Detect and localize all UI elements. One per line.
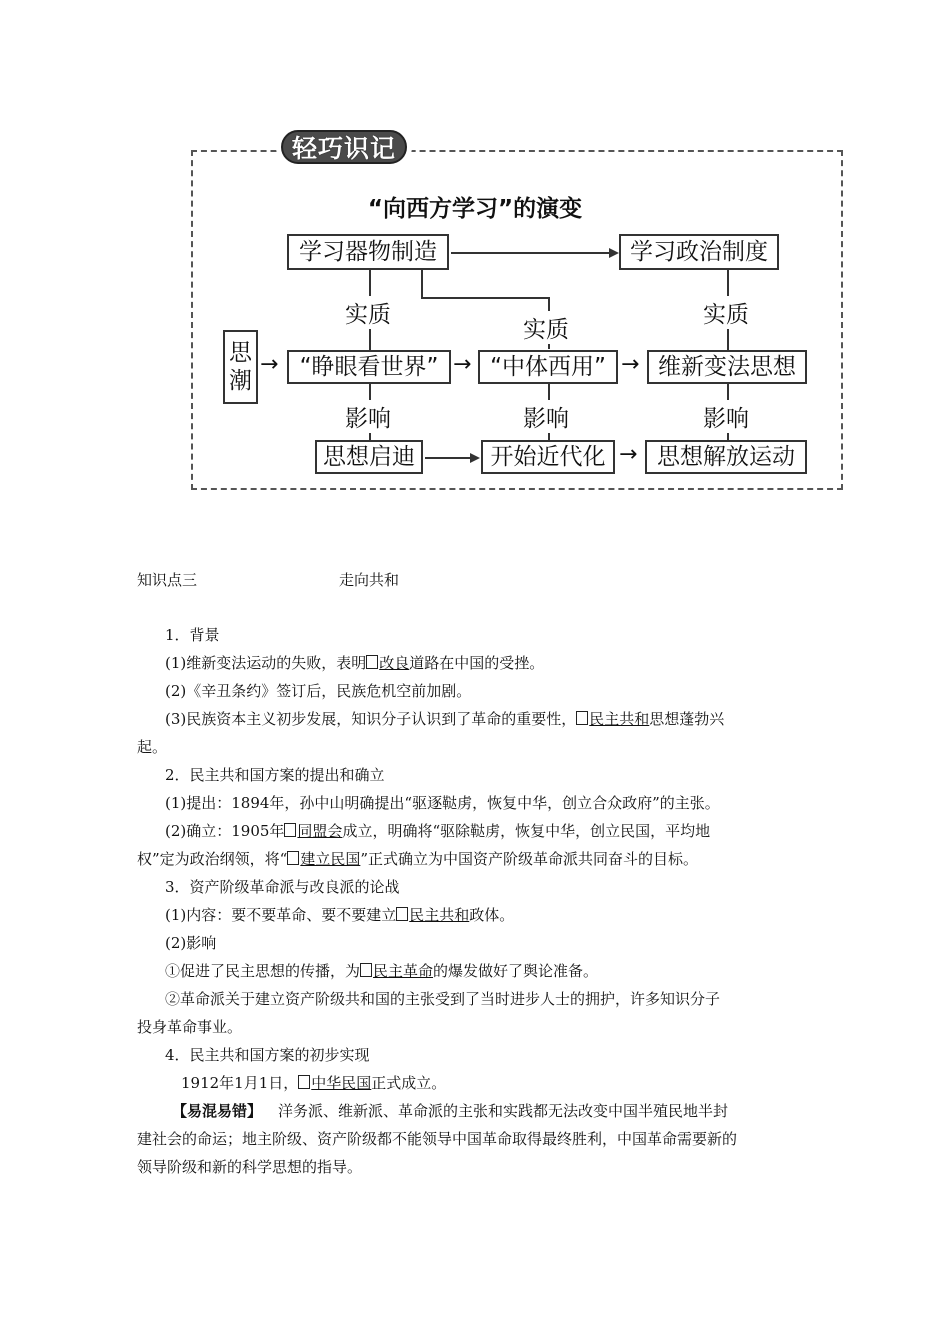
box-open-eyes: “睁眼看世界”	[287, 350, 451, 384]
p4-title: 4．民主共和国方案的初步实现	[165, 1046, 370, 1064]
p3-line-1: (1)内容：要不要革命、要不要建立 民主共和政体。	[165, 906, 515, 924]
arrow-icon: →	[453, 352, 472, 377]
arrowhead-icon	[470, 453, 480, 463]
warning-label: 【易混易错】	[172, 1102, 263, 1120]
warning-line-3: 领导阶级和新的科学思想的指导。	[137, 1158, 363, 1176]
connector-line	[451, 252, 611, 254]
arrow-icon: →	[260, 352, 279, 377]
blank-box-icon	[366, 655, 378, 669]
answer-fill: 中华民国	[311, 1074, 372, 1092]
label-essence-2: 实质	[523, 311, 569, 344]
blank-box-icon	[396, 907, 408, 921]
label-influence-1: 影响	[345, 400, 391, 433]
section-heading	[137, 571, 817, 589]
box-learn-artifacts: 学习器物制造	[287, 234, 449, 270]
memo-badge	[276, 126, 412, 168]
box-liberation: 思想解放运动	[645, 440, 807, 474]
blank-box-icon	[287, 851, 299, 865]
p3-line-4: ②革命派关于建立资产阶级共和国的主张受到了当时进步人士的拥护，许多知识分子	[165, 990, 721, 1008]
answer-fill: 建立民国	[300, 850, 361, 868]
memo-badge-label: 轻巧识记	[281, 130, 407, 164]
p2-line-2: (2)确立：1905年 同盟会成立，明确将“驱除鞑虏，恢复中华，创立民国，平均地	[165, 822, 711, 840]
label-essence-3: 实质	[703, 296, 749, 329]
p2-title: 2．民主共和国方案的提出和确立	[165, 766, 385, 784]
p3-line-2: (2)影响	[165, 934, 217, 952]
blank-box-icon	[298, 1075, 310, 1089]
label-influence-3: 影响	[703, 400, 749, 433]
p2-line-2-cont: 权”定为政治纲领，将“ 建立民国”正式确立为中国资产阶级革命派共同奋斗的目标。	[137, 850, 699, 868]
diagram-title: “向西方学习”的演变	[367, 196, 583, 222]
label-essence-1: 实质	[345, 296, 391, 329]
p1-line-1: (1)维新变法运动的失败，表明 改良道路在中国的受挫。	[165, 654, 545, 672]
arrow-icon: →	[621, 352, 640, 377]
warning-line-1: 【易混易错】 洋务派、维新派、革命派的主张和实践都无法改变中国半殖民地半封	[172, 1102, 729, 1120]
connector-line	[425, 457, 471, 459]
p3-title: 3．资产阶级革命派与改良派的论战	[165, 878, 400, 896]
blank-box-icon	[576, 711, 588, 725]
p1-line-3-cont: 起。	[137, 738, 168, 756]
arrow-icon: →	[619, 442, 638, 467]
answer-fill: 民主共和	[589, 710, 650, 728]
p3-line-3: ①促进了民主思想的传播，为 民主革命的爆发做好了舆论准备。	[165, 962, 599, 980]
answer-fill: 同盟会	[297, 822, 343, 840]
blank-box-icon	[360, 963, 372, 977]
box-reform-thought: 维新变法思想	[647, 350, 807, 384]
p1-title: 1．背景	[165, 626, 220, 644]
blank-box-icon	[284, 823, 296, 837]
section-number: 知识点三	[137, 571, 198, 589]
arrowhead-icon	[609, 248, 619, 258]
label-influence-2: 影响	[523, 400, 569, 433]
box-trend: 思潮	[223, 330, 258, 404]
connector-line	[421, 297, 549, 299]
box-enlightenment: 思想启迪	[315, 440, 423, 474]
p1-line-3: (3)民族资本主义初步发展，知识分子认识到了革命的重要性， 民主共和思想蓬勃兴	[165, 710, 725, 728]
p3-line-4-cont: 投身革命事业。	[137, 1018, 243, 1036]
connector-line	[421, 270, 423, 298]
p1-line-2: (2)《辛丑条约》签订后，民族危机空前加剧。	[165, 682, 472, 700]
answer-fill: 民主革命	[373, 962, 434, 980]
p2-line-1: (1)提出：1894年，孙中山明确提出“驱逐鞑虏，恢复中华，创立合众政府”的主张。	[165, 794, 720, 812]
box-modernization: 开始近代化	[481, 440, 615, 474]
p4-line-1: 1912年1月1日， 中华民国正式成立。	[181, 1074, 447, 1092]
box-learn-politics: 学习政治制度	[619, 234, 779, 270]
answer-fill: 民主共和	[409, 906, 470, 924]
answer-fill: 改良	[379, 654, 410, 672]
warning-line-2: 建社会的命运；地主阶级、资产阶级都不能领导中国革命取得最终胜利，中国革命需要新的	[137, 1130, 738, 1148]
box-chinese-body: “中体西用”	[478, 350, 618, 384]
section-title: 走向共和	[339, 571, 400, 589]
